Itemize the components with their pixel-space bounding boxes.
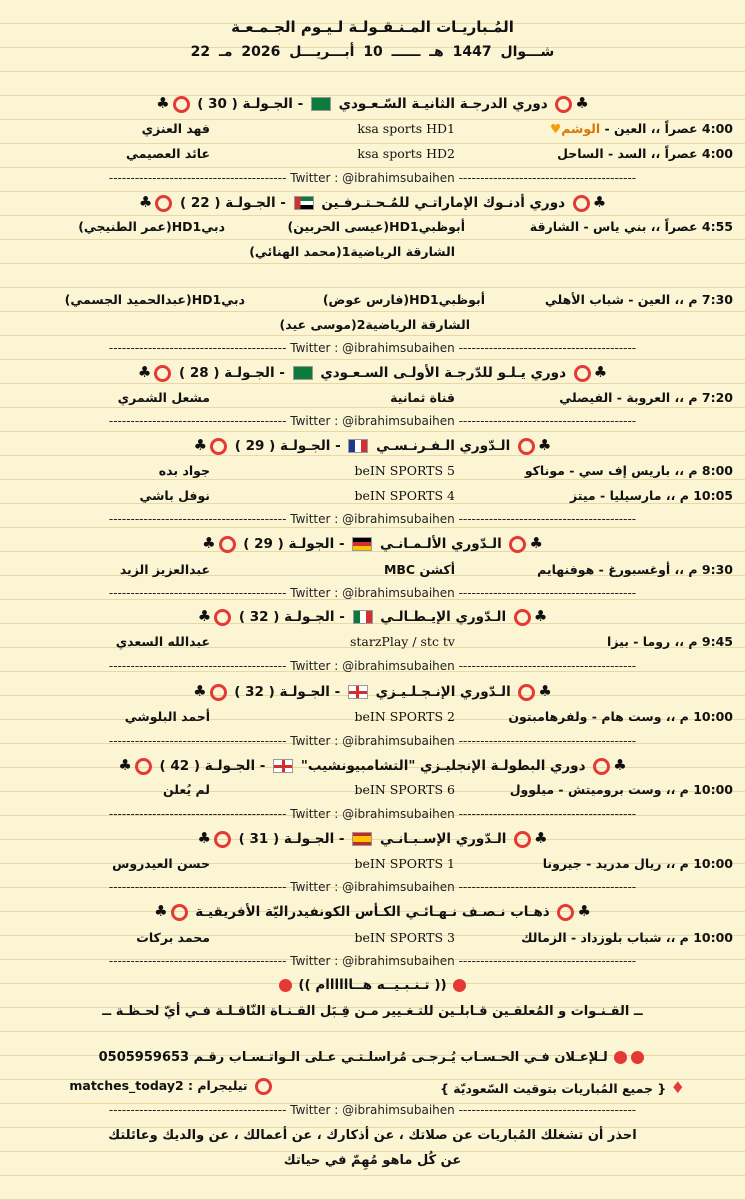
ring-icon	[593, 758, 610, 775]
match-row	[0, 219, 745, 241]
section-title-championship: ♣ دوري البطولـة الإنجليـزي "التشامبيونشيب" - الجـولـة ( 42 ) ♣	[118, 756, 627, 774]
twitter-divider: ----------------------------------------- Twitter : @ibrahimsubaihen -----------------------------------------	[108, 171, 637, 185]
twitter-handle: Twitter : @ibrahimsubaihen	[290, 171, 455, 185]
match-channel: beIN SPORTS 5	[354, 463, 455, 478]
match-row	[0, 782, 745, 804]
ring-icon	[557, 904, 574, 921]
twitter-handle: Twitter : @ibrahimsubaihen	[290, 341, 455, 355]
section-round: الجـولـة ( 22 )	[179, 195, 276, 211]
section-name: دوري الدرجـة الثانيـة السّـعـودي	[338, 96, 548, 112]
match-time-teams: 10:00 م ،، وست بروميتش - ميلوول	[509, 782, 733, 797]
ring-icon	[210, 438, 227, 455]
match-time-teams: 4:55 عصراً ،، بني ياس - الشارقة	[529, 219, 733, 234]
twitter-handle: Twitter : @ibrahimsubaihen	[290, 1103, 455, 1117]
club-icon: ♣	[118, 756, 132, 774]
match-commentator: حسن العيدروس	[112, 856, 210, 871]
warning-title	[0, 977, 745, 993]
red-circle-icon	[614, 1051, 627, 1064]
club-icon: ♣	[197, 829, 211, 847]
club-icon: ♣	[593, 363, 608, 381]
ring-icon	[210, 684, 227, 701]
ring-icon	[518, 684, 535, 701]
club-icon: ♣	[193, 436, 208, 454]
section-round: الجـولـة ( 32 )	[238, 609, 335, 625]
match-row	[0, 562, 745, 584]
match-commentator: عائد العصيمي	[126, 146, 210, 161]
ring-icon	[518, 438, 535, 455]
match-commentator: عبدالعزيز الزيد	[119, 562, 210, 577]
ring-icon	[214, 609, 231, 626]
section-title-saudi-second: ♣ دوري الدرجـة الثانيـة السّـعـودي - الجـولـة ( 30 ) ♣	[156, 94, 589, 112]
twitter-divider: ----------------------------------------- Twitter : @ibrahimsubaihen -----------------------------------------	[108, 341, 637, 355]
match-commentator: عبدالله السعدي	[115, 634, 210, 649]
section-title-spain: ♣ الـدّوري الإسـبـانـي - الجـولـة ( 31 ) ♣	[197, 829, 548, 847]
section-name: الـدّوري الإنـجـلـيـزي	[375, 684, 511, 700]
match-time-teams: 10:00 م ،، شباب بلوزداد - الزمالك	[521, 930, 733, 945]
ads-text: لـلإعـلان فـي الحـسـاب يُـرجـى مُراسلـتـي عـلى الـواتـسـاب رقـم	[193, 1050, 608, 1065]
advice-line-1: احذر أن تشغلك المُباريات عن صلاتك ، عن أذكارك ، عن أعمالك ، عن والديك وعائلتك	[108, 1128, 637, 1143]
section-title-france: ♣ الـدّوري الـفـرنـسـي - الجـولـة ( 29 ) ♣	[193, 436, 552, 454]
twitter-divider: ----------------------------------------- Twitter : @ibrahimsubaihen -----------------------------------------	[108, 586, 637, 600]
twitter-handle: Twitter : @ibrahimsubaihen	[290, 512, 455, 526]
ads-line	[0, 1050, 745, 1065]
phone-number: 0505959653	[98, 1050, 190, 1065]
ring-icon	[219, 536, 236, 553]
match-extra-channel	[0, 317, 745, 339]
match-channel: starzPlay / stc tv	[349, 634, 455, 649]
match-time-teams: 8:00 م ،، باريس إف سي - موناكو	[524, 463, 733, 478]
section-title-italy: ♣ الـدّوري الإيـطـالـي - الجـولـة ( 32 ) ♣	[197, 607, 548, 625]
timezone-note: { جميع المُباريات بتوقيت السّعوديّة }	[439, 1081, 667, 1096]
page-header	[0, 18, 745, 60]
match-row	[0, 390, 745, 412]
heart-icon: ♥	[550, 121, 562, 136]
timezone-line	[440, 1078, 685, 1097]
club-icon: ♣	[193, 682, 207, 700]
section-name: الـدّوري الإسـبـانـي	[379, 831, 507, 847]
highlight-team: الوشم	[561, 121, 601, 136]
twitter-handle: Twitter : @ibrahimsubaihen	[290, 659, 455, 673]
match-time-teams: 9:45 م ،، روما - بيزا	[607, 634, 733, 649]
advice-line-2: عن كُل ماهو مُهِمّ في حياتك	[283, 1153, 462, 1168]
twitter-handle: Twitter : @ibrahimsubaihen	[290, 807, 455, 821]
info-line	[0, 1078, 745, 1100]
section-name: دوري أدنـوك الإماراتـي للمُـحـتـرفـين	[321, 195, 566, 211]
match-channel: beIN SPORTS 6	[354, 782, 455, 797]
club-icon: ♣	[154, 902, 168, 920]
twitter-handle: Twitter : @ibrahimsubaihen	[290, 880, 455, 894]
twitter-divider: ----------------------------------------- Twitter : @ibrahimsubaihen -----------------------------------------	[108, 807, 637, 821]
match-channel: MBC أكشن	[383, 562, 455, 577]
twitter-divider: ----------------------------------------- Twitter : @ibrahimsubaihen -----------------------------------------	[108, 734, 637, 748]
match-channel: ksa sports HD1	[357, 121, 455, 136]
twitter-handle: Twitter : @ibrahimsubaihen	[290, 586, 455, 600]
match-channel: أبوظبيHD1(عيسى الحربين)	[287, 219, 465, 234]
club-icon: ♣	[537, 436, 552, 454]
club-icon: ♣	[138, 193, 153, 211]
match-row	[0, 488, 745, 510]
club-icon: ♣	[538, 682, 552, 700]
section-name: الـدّوري الإيـطـالـي	[380, 609, 507, 625]
section-title-england: ♣ الـدّوري الإنـجـلـيـزي - الجـولـة ( 32 ) ♣	[193, 682, 552, 700]
telegram-handle: matches_today2	[69, 1078, 184, 1093]
france-flag-icon	[348, 439, 368, 453]
match-row	[0, 930, 745, 952]
england-flag-icon	[273, 759, 293, 773]
match-channel: beIN SPORTS 1	[354, 856, 455, 871]
match-channel: ksa sports HD2	[357, 146, 455, 161]
ring-icon	[514, 609, 531, 626]
germany-flag-icon	[352, 537, 372, 551]
saudi-flag-icon	[311, 97, 331, 111]
section-round: الجولـة ( 29 )	[243, 536, 335, 552]
section-round: الجـولـة ( 30 )	[197, 96, 293, 112]
club-icon: ♣	[533, 607, 548, 625]
twitter-divider: ----------------------------------------- Twitter : @ibrahimsubaihen -----------------------------------------	[108, 659, 637, 673]
twitter-handle: Twitter : @ibrahimsubaihen	[290, 954, 455, 968]
ring-icon	[573, 195, 590, 212]
date-line: 22 شـــوال 1447 هـ ــــــ 10 أبـــريـــل 2026 مـ	[190, 44, 555, 60]
match-time-teams: 4:00 عصراً ،، السد - الساحل	[557, 146, 733, 161]
section-title-caf	[0, 902, 745, 921]
section-name: دوري يـلـو للدّرجـة الأولـى السـعـودي	[320, 365, 567, 381]
warning-text: ــ القـنـوات و المُعلقـين قـابلـين للتـغـيير مـن قِـبَل القـنـاة النّاقـلـة فـي أيّ لحـظـة ــ	[102, 1004, 643, 1019]
spain-flag-icon	[352, 832, 372, 846]
match-commentator: لم يُعلن	[163, 782, 210, 797]
match-commentator: جواد بده	[158, 463, 210, 478]
ring-icon	[514, 831, 531, 848]
ring-icon	[255, 1078, 272, 1095]
match-row	[0, 856, 745, 878]
match-row	[0, 709, 745, 731]
club-icon: ♣	[137, 363, 152, 381]
uae-flag-icon	[294, 196, 314, 210]
match-row	[0, 292, 745, 314]
club-icon: ♣	[202, 534, 216, 552]
match-time-teams: 9:30 م ،، أوغسبورغ - هوفنهايم	[537, 562, 733, 577]
ring-icon	[155, 195, 172, 212]
twitter-divider: ----------------------------------------- Twitter : @ibrahimsubaihen -----------------------------------------	[108, 954, 637, 968]
ring-icon	[135, 758, 152, 775]
club-icon: ♣	[577, 902, 591, 920]
match-commentator: مشعل الشمري	[117, 390, 210, 405]
ring-icon	[574, 365, 591, 382]
twitter-divider: ----------------------------------------- Twitter : @ibrahimsubaihen -----------------------------------------	[108, 512, 637, 526]
red-circle-icon	[279, 979, 292, 992]
match-time-teams: 7:30 م ،، العين - شباب الأهلي	[544, 292, 733, 307]
match-channel: beIN SPORTS 4	[354, 488, 455, 503]
match-time-teams: 10:00 م ،، ريال مدريد - جيرونا	[542, 856, 733, 871]
diamond-icon: ♦	[670, 1078, 685, 1097]
match-extra-channel	[0, 244, 745, 266]
match-channel: beIN SPORTS 3	[354, 930, 455, 945]
warning-title-text: (( تـنـبـيــه هــاااااام ))	[298, 977, 447, 993]
match-time-teams: 7:20 م ،، العروبة - الفيصلي	[559, 390, 733, 405]
match-channel: beIN SPORTS 2	[354, 709, 455, 724]
ring-icon	[555, 96, 572, 113]
match-time-teams: 10:05 م ،، مارسيليا - ميتز	[569, 488, 733, 503]
match-commentator: دبيHD1(عمر الطنيجي)	[78, 219, 225, 234]
twitter-handle: Twitter : @ibrahimsubaihen	[290, 414, 455, 428]
twitter-divider: ----------------------------------------- Twitter : @ibrahimsubaihen -----------------------------------------	[108, 880, 637, 894]
match-time-teams: 4:00 عصراً ،، العين - الوشم♥	[550, 121, 733, 136]
ring-icon	[173, 96, 190, 113]
ring-icon	[154, 365, 171, 382]
match-row	[0, 463, 745, 485]
section-round: الجـولـة ( 32 )	[234, 684, 330, 700]
match-commentator: دبيHD1(عبدالحميد الجسمي)	[64, 292, 245, 307]
extra-channel: الشارقة الرياضية2(موسى عيد)	[279, 317, 470, 332]
match-commentator: فهد العنزي	[141, 121, 210, 136]
twitter-divider: ----------------------------------------- Twitter : @ibrahimsubaihen -----------------------------------------	[108, 1103, 637, 1117]
section-name: ذهـاب نـصـف نـهـائـي الكـأس الكونفيدراليّة الأفريقيـة	[195, 904, 550, 920]
club-icon: ♣	[534, 829, 548, 847]
telegram-label: تيليجرام :	[188, 1078, 248, 1093]
match-commentator: أحمد البلوشي	[124, 709, 210, 724]
match-row	[0, 121, 745, 143]
ring-icon	[171, 904, 188, 921]
match-channel: أبوظبيHD1(فارس عوض)	[322, 292, 485, 307]
section-name: الـدّوري الـفـرنـسـي	[376, 438, 511, 454]
saudi-flag-icon	[293, 366, 313, 380]
red-circle-icon	[453, 979, 466, 992]
telegram-line	[69, 1078, 275, 1095]
page-title: المُـباريـات المـنـقـولـة لـيـوم الجـمـعـة	[231, 18, 514, 36]
club-icon: ♣	[575, 94, 589, 112]
club-icon: ♣	[156, 94, 170, 112]
ring-icon	[214, 831, 231, 848]
club-icon: ♣	[613, 756, 627, 774]
section-round: الجـولـة ( 28 )	[178, 365, 275, 381]
club-icon: ♣	[197, 607, 212, 625]
twitter-divider: ----------------------------------------- Twitter : @ibrahimsubaihen -----------------------------------------	[108, 414, 637, 428]
match-row	[0, 146, 745, 168]
section-round: الجـولـة ( 42 )	[159, 758, 256, 774]
twitter-handle: Twitter : @ibrahimsubaihen	[290, 734, 455, 748]
section-title-uae: ♣ دوري أدنـوك الإماراتـي للمُـحـتـرفـين - الجـولـة ( 22 ) ♣	[138, 193, 607, 211]
section-title-yelo: ♣ دوري يـلـو للدّرجـة الأولـى السـعـودي - الجـولـة ( 28 ) ♣	[137, 363, 608, 381]
england-flag-icon	[348, 685, 368, 699]
section-name: دوري البطولـة الإنجليـزي "التشامبيونشيب"	[300, 758, 586, 774]
match-commentator: محمد بركات	[136, 930, 210, 945]
section-round: الجـولـة ( 31 )	[238, 831, 335, 847]
match-time-teams: 10:00 م ،، وست هام - ولفرهامبتون	[508, 709, 733, 724]
match-channel: قناة ثمانية	[390, 390, 455, 405]
club-icon: ♣	[592, 193, 607, 211]
match-row	[0, 634, 745, 656]
ring-icon	[509, 536, 526, 553]
club-icon: ♣	[529, 534, 543, 552]
section-name: الـدّوري الألـمـانـي	[379, 536, 502, 552]
extra-channel: الشارقة الرياضية1(محمد الهنائي)	[249, 244, 455, 259]
match-commentator: نوفل باشي	[139, 488, 210, 503]
italy-flag-icon	[353, 610, 373, 624]
section-title-germany: ♣ الـدّوري الألـمـانـي - الجولـة ( 29 ) ♣	[202, 534, 543, 552]
red-circle-icon	[631, 1051, 644, 1064]
section-round: الجـولـة ( 29 )	[234, 438, 331, 454]
